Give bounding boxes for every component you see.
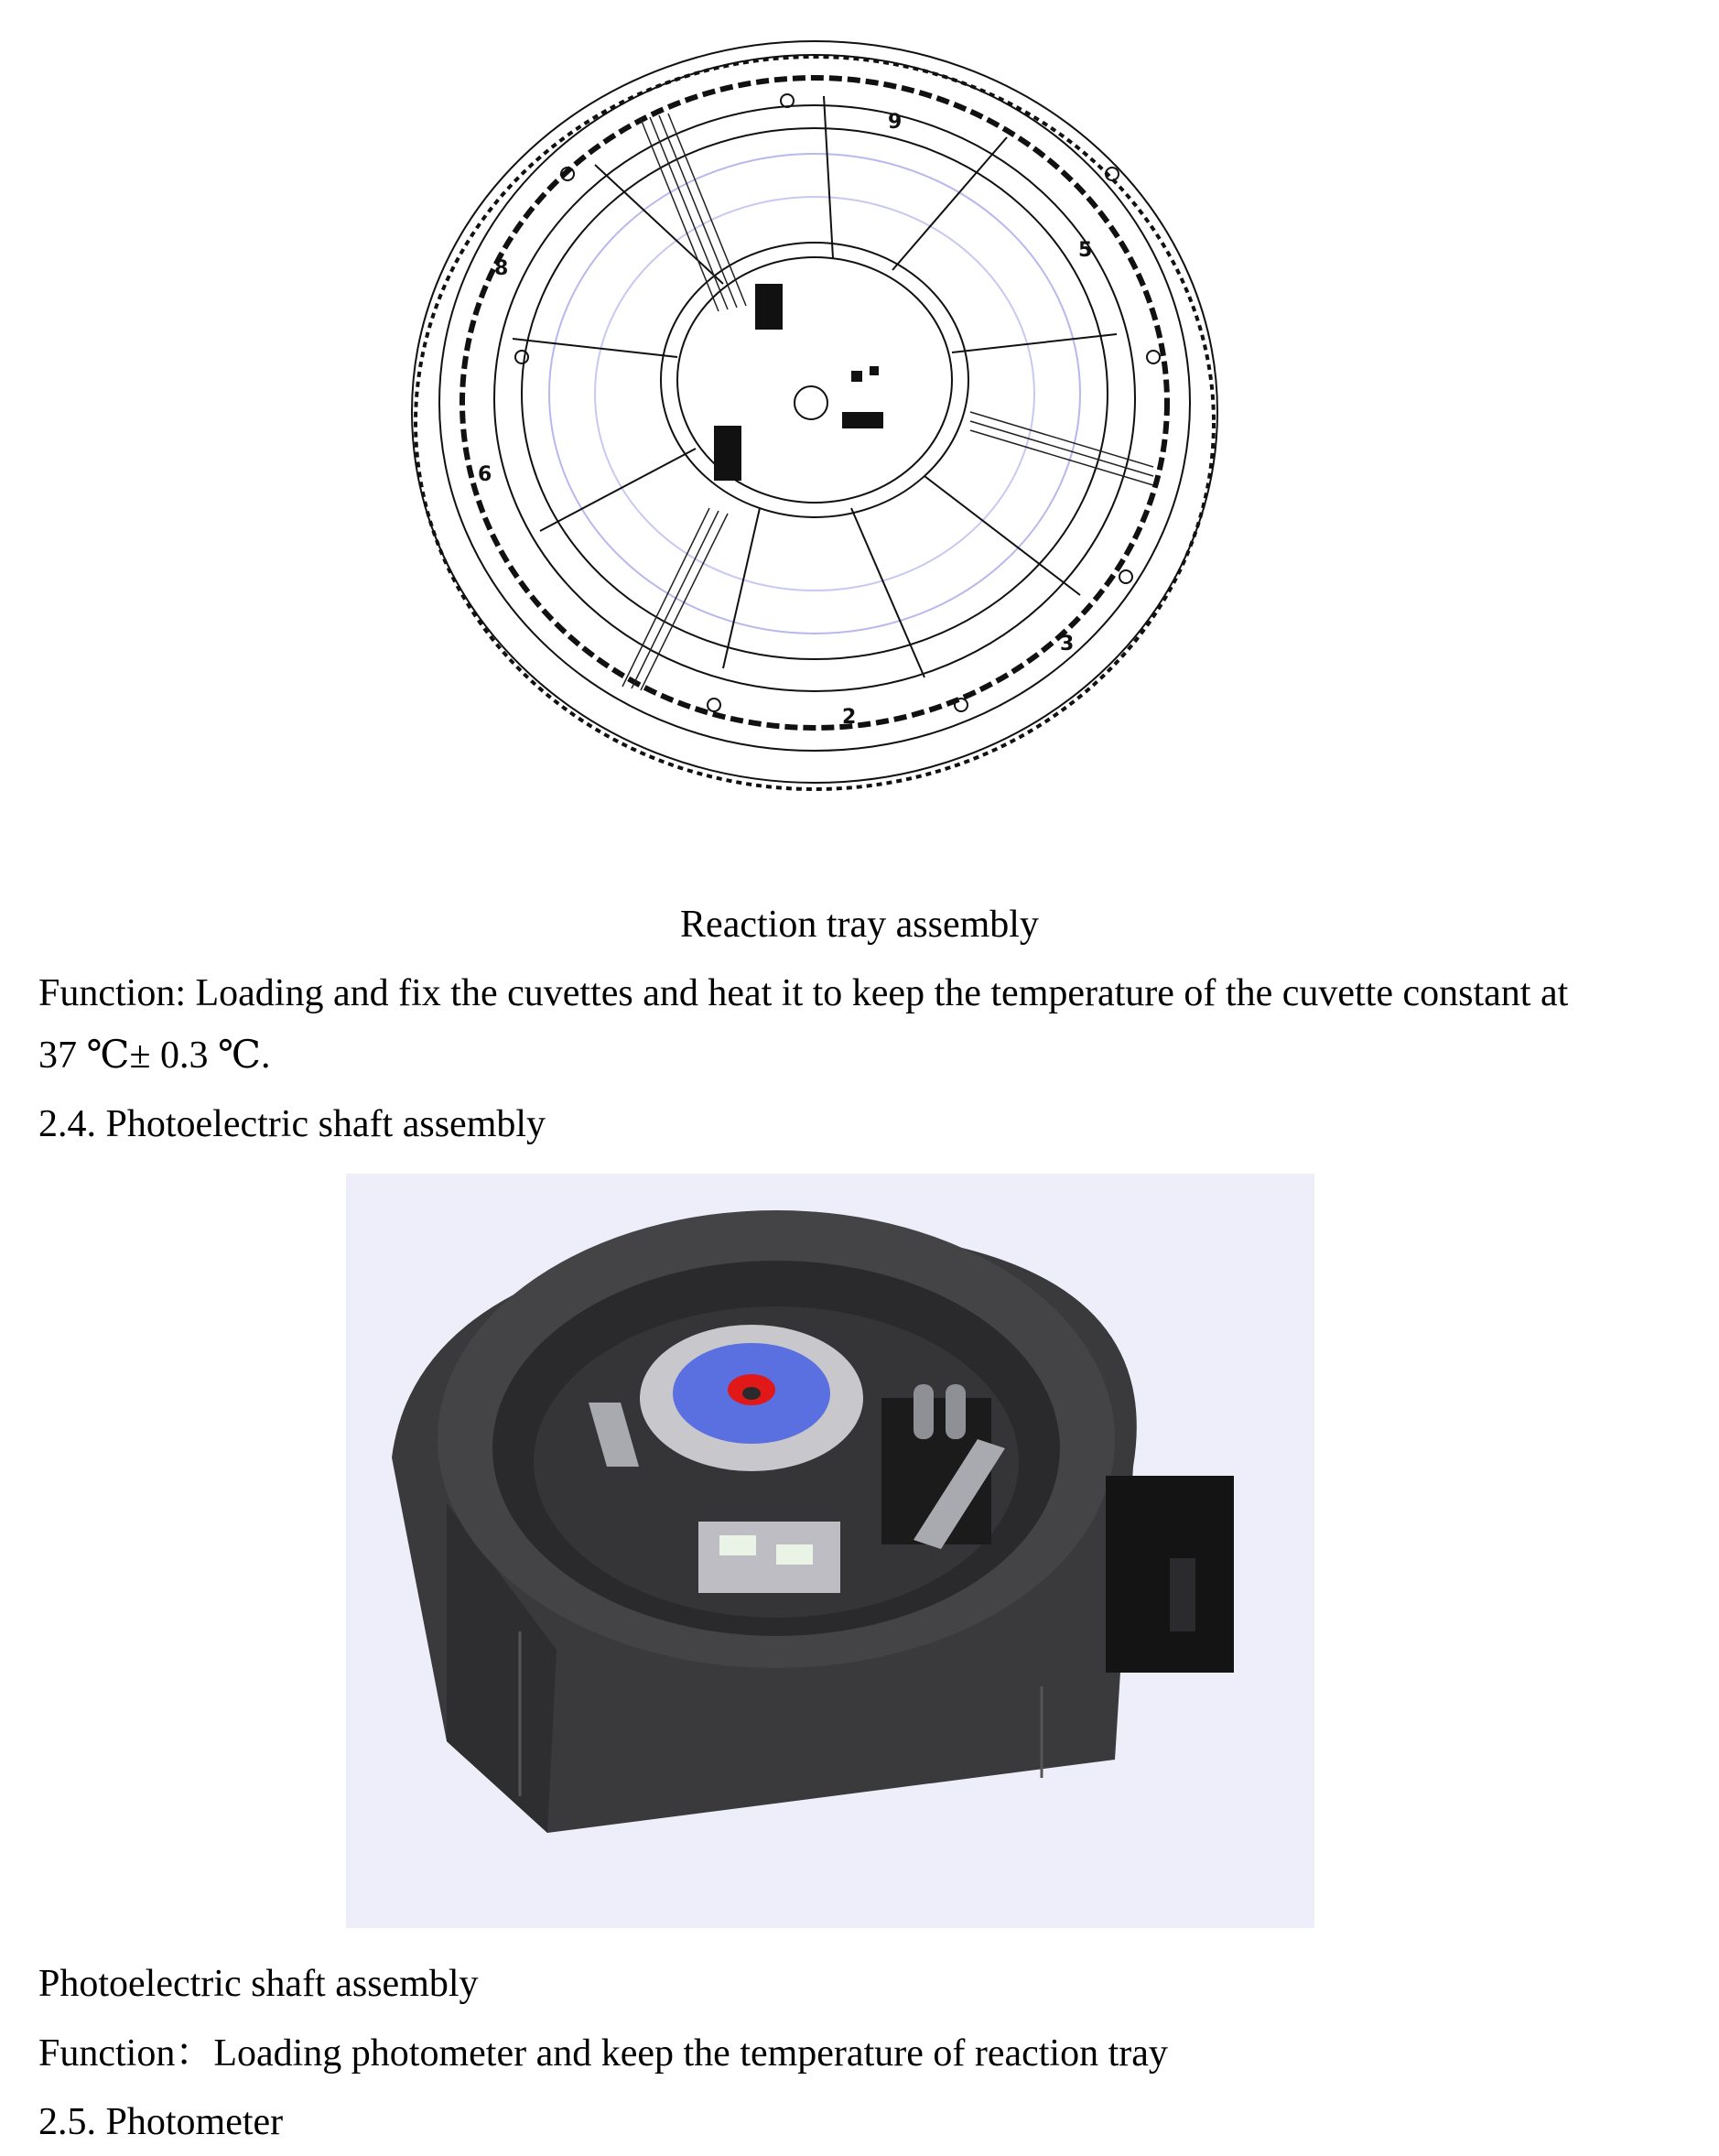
tray-numeral-8: 8 bbox=[494, 257, 509, 280]
figure2-caption: Photoelectric shaft assembly bbox=[38, 1963, 479, 2005]
tray-numeral-6: 6 bbox=[478, 463, 492, 486]
function1-line1: Function: Loading and fix the cuvettes and heat it to keep the temperature of the cuvette constant at bbox=[38, 972, 1569, 1014]
photoelectric-shaft-render bbox=[346, 1174, 1314, 1928]
tray-numeral-9: 9 bbox=[888, 111, 903, 134]
reaction-tray-drawing bbox=[394, 9, 1236, 861]
tray-numeral-3: 3 bbox=[1060, 633, 1075, 655]
function1-line2: 37 ℃± 0.3 ℃. bbox=[38, 1035, 271, 1077]
section-2-4-heading: 2.4. Photoelectric shaft assembly bbox=[38, 1103, 546, 1145]
tray-numeral-5: 5 bbox=[1078, 239, 1093, 262]
tray-numeral-2: 2 bbox=[842, 706, 857, 729]
section-2-5-heading: 2.5. Photometer bbox=[38, 2101, 284, 2143]
figure1-caption: Reaction tray assembly bbox=[680, 904, 1039, 946]
function2-text: Function：Loading photometer and keep the temperature of reaction tray bbox=[38, 2032, 1168, 2075]
